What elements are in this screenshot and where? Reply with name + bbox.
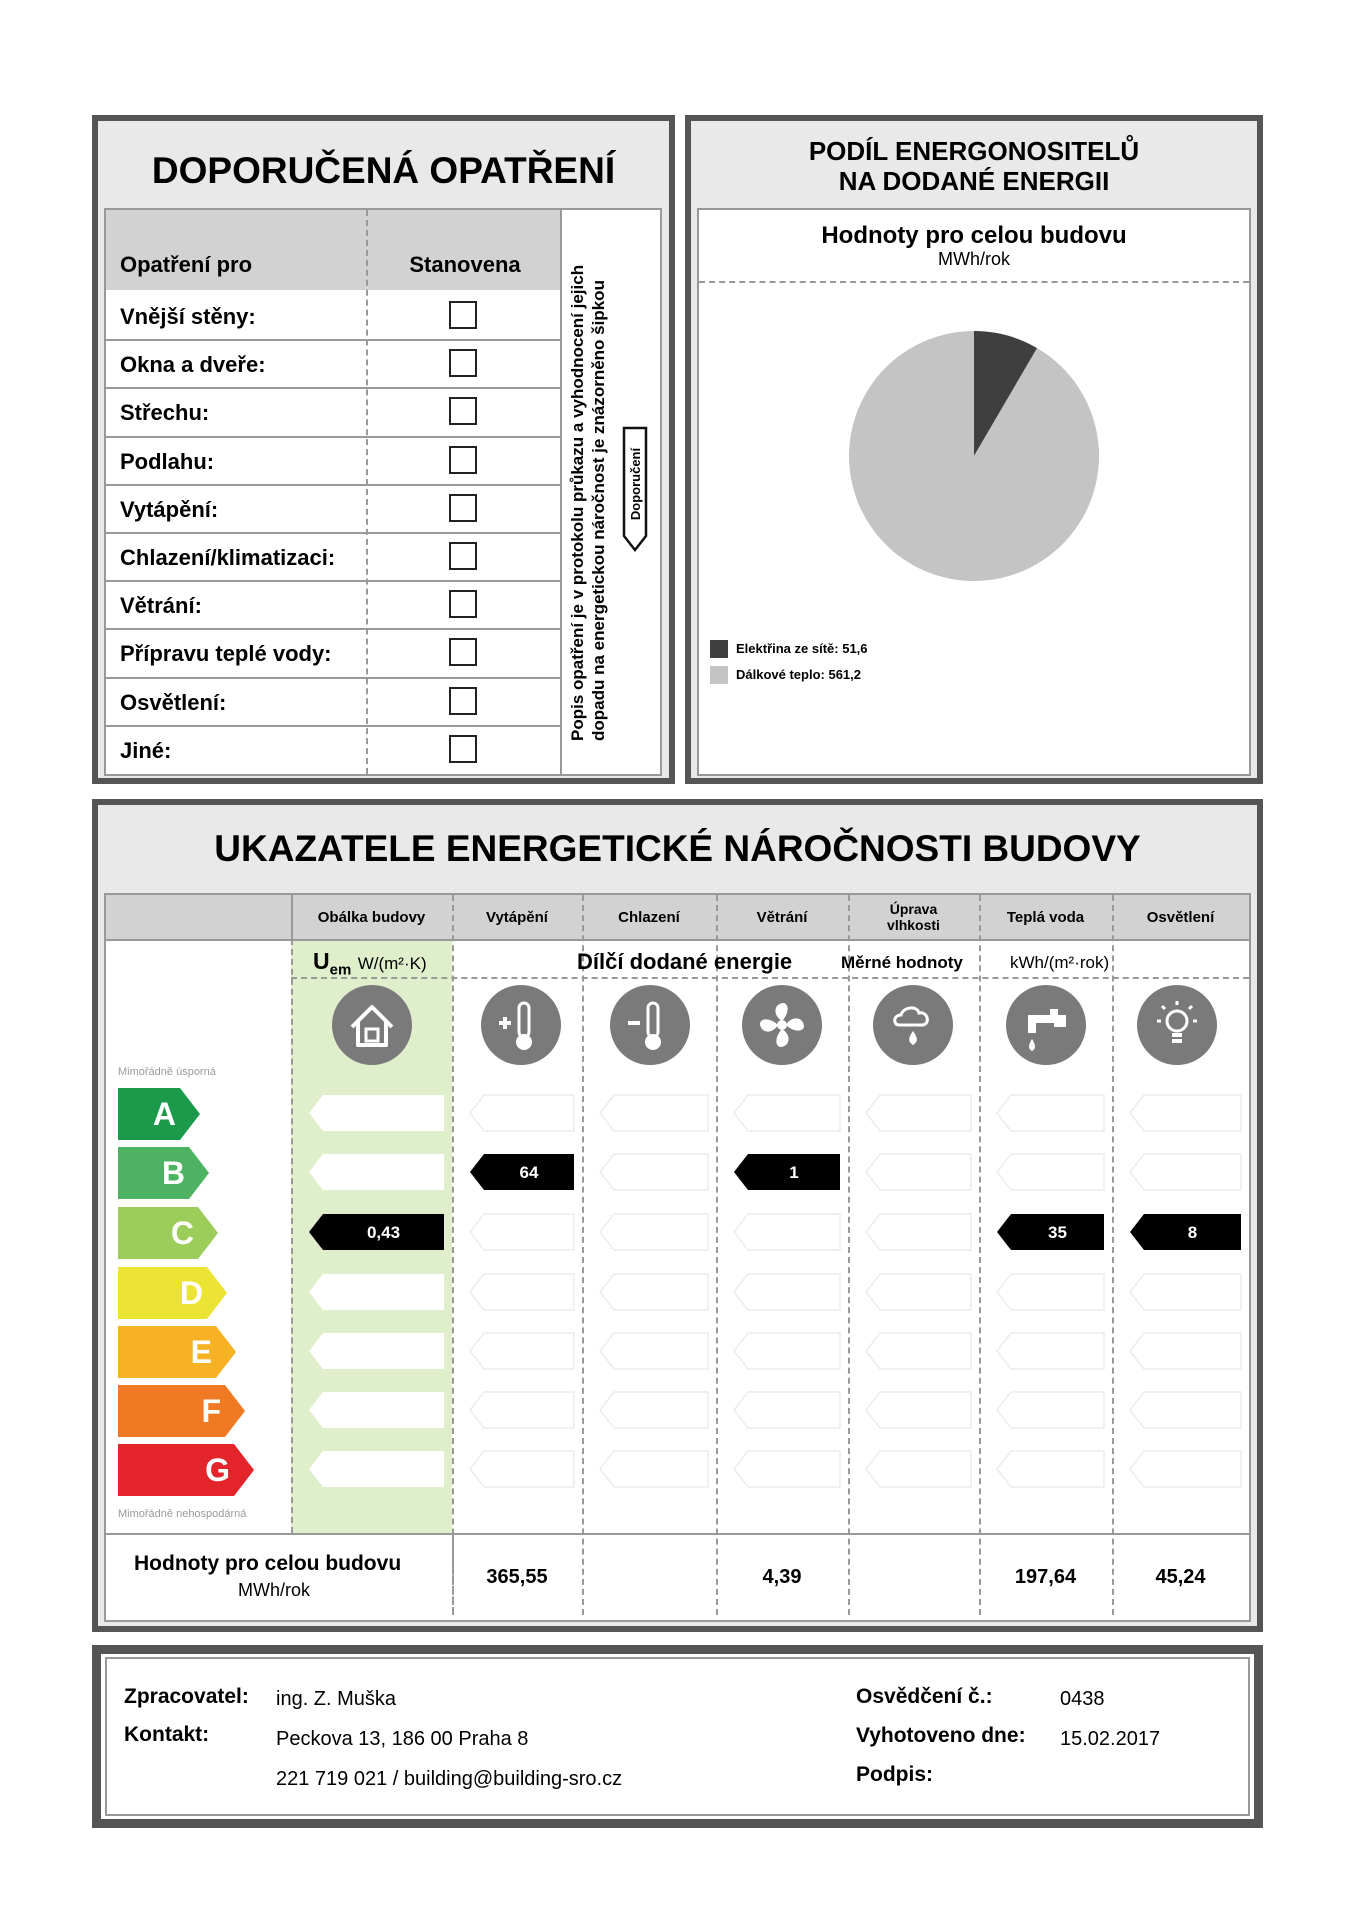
indicator-empty-arrow (865, 1094, 972, 1132)
totals-unit: MWh/rok (238, 1580, 310, 1600)
fan-icon (742, 985, 822, 1065)
indicator-empty-arrow (599, 1450, 709, 1488)
measure-row-label: Osvětlení: (120, 689, 227, 715)
indicator-empty-arrow (996, 1332, 1105, 1370)
energy-class-e-arrow (118, 1326, 236, 1378)
indicator-empty-arrow (308, 1153, 445, 1191)
indicator-empty-arrow (1129, 1153, 1242, 1191)
grid-column-divider (1112, 895, 1114, 1615)
contact-phone-email: 221 719 021 / building@building-sro.cz (276, 1768, 623, 1790)
side-note-line2: dopadu na energetickou náročnost je znázorněno šipkou (589, 280, 608, 741)
side-tag-text: Doporučení (628, 447, 643, 521)
indicator-empty-arrow (469, 1391, 575, 1429)
indicator-column-header: Osvětlení (1146, 909, 1215, 926)
indicator-empty-arrow (733, 1213, 841, 1251)
totals-top-line (106, 1533, 1249, 1535)
energy-class-letter: B (161, 1155, 185, 1191)
share-subtitle: Hodnoty pro celou budovu (821, 222, 1127, 249)
measure-checkbox[interactable] (449, 542, 477, 570)
indicator-value-arrow (996, 1213, 1105, 1251)
energy-class-c-arrow (118, 1207, 218, 1259)
indicator-empty-arrow (1129, 1450, 1242, 1488)
total-hot-water: 197,64 (1014, 1566, 1077, 1588)
indicator-empty-arrow (599, 1332, 709, 1370)
signature-label: Podpis: (856, 1763, 933, 1786)
table-row-divider (106, 580, 560, 582)
uem-symbol: U (313, 948, 330, 974)
uem-label (313, 948, 427, 979)
indicator-empty-arrow (469, 1332, 575, 1370)
indicator-value: 8 (1187, 1223, 1198, 1242)
table-side-divider (560, 210, 562, 774)
recommendation-arrow-icon (620, 426, 650, 552)
grid-column-divider (848, 895, 850, 1615)
indicators-title: UKAZATELE ENERGETICKÉ NÁROČNOSTI BUDOVY (214, 828, 1141, 869)
energy-class-letter: D (179, 1275, 203, 1311)
indicator-empty-arrow (733, 1273, 841, 1311)
indicator-empty-arrow (996, 1391, 1105, 1429)
indicator-value-arrow (1129, 1213, 1242, 1251)
indicator-value: 64 (519, 1163, 539, 1182)
total-heating: 365,55 (486, 1566, 548, 1588)
measure-checkbox[interactable] (449, 446, 477, 474)
specific-values-label: Měrné hodnoty (841, 953, 963, 972)
indicator-empty-arrow (1129, 1332, 1242, 1370)
indicator-empty-arrow (1129, 1273, 1242, 1311)
indicator-empty-arrow (996, 1273, 1105, 1311)
indicator-empty-arrow (308, 1273, 445, 1311)
table-row-divider (106, 677, 560, 679)
share-title-line1: PODÍL ENERGONOSITELŮ (808, 136, 1140, 166)
totals-label-text: Hodnoty pro celou budovu (134, 1552, 402, 1575)
measure-checkbox[interactable] (449, 349, 477, 377)
indicator-empty-arrow (865, 1213, 972, 1251)
table-row-divider (106, 628, 560, 630)
indicator-column-header: Větrání (756, 909, 808, 926)
indicator-empty-arrow (865, 1153, 972, 1191)
indicator-empty-arrow (865, 1273, 972, 1311)
indicator-empty-arrow (469, 1450, 575, 1488)
legend-swatch (710, 666, 728, 684)
indicator-empty-arrow (599, 1213, 709, 1251)
table-row-divider (106, 387, 560, 389)
energy-class-f-arrow (118, 1385, 245, 1437)
share-divider (699, 281, 1249, 283)
measure-row-label: Střechu: (120, 400, 210, 426)
date-value: 15.02.2017 (1060, 1728, 1161, 1750)
measure-checkbox[interactable] (449, 494, 477, 522)
scale-top-label: Mimořádně úsporná (118, 1066, 216, 1078)
indicator-value: 35 (1048, 1223, 1067, 1242)
contact-label: Kontakt: (124, 1723, 210, 1746)
grid-column-divider (979, 895, 981, 1615)
table-header-bg (106, 210, 560, 290)
scale-bottom-label: Mimořádně nehospodárná (118, 1508, 247, 1520)
heating-thermometer-icon (481, 985, 561, 1065)
indicator-column-header: Teplá voda (1006, 909, 1085, 926)
grid-column-divider (582, 895, 584, 1615)
measure-row-label: Vnější stěny: (120, 304, 256, 329)
indicator-empty-arrow (733, 1094, 841, 1132)
measure-checkbox[interactable] (449, 301, 477, 329)
processor-name: ing. Z. Muška (276, 1688, 397, 1710)
indicator-empty-arrow (733, 1332, 841, 1370)
processor-label: Zpracovatel: (124, 1685, 249, 1708)
energy-class-letter: A (152, 1096, 176, 1132)
indicator-empty-arrow (308, 1391, 445, 1429)
measure-checkbox[interactable] (449, 638, 477, 666)
indicator-value-arrow (308, 1213, 445, 1251)
table-col-divider (366, 210, 368, 774)
date-label: Vyhotoveno dne: (856, 1724, 1026, 1747)
pie-slice (849, 331, 1099, 581)
indicator-empty-arrow (733, 1391, 841, 1429)
energy-class-g-arrow (118, 1444, 254, 1496)
grid-column-divider (452, 895, 454, 1615)
indicator-empty-arrow (1129, 1391, 1242, 1429)
recommended-title: DOPORUČENÁ OPATŘENÍ (151, 150, 616, 191)
grid-column-divider (291, 939, 293, 1533)
indicator-empty-arrow (469, 1094, 575, 1132)
measure-row-label: Chlazení/klimatizaci: (120, 545, 336, 570)
measure-checkbox[interactable] (449, 397, 477, 425)
energy-class-letter: G (205, 1452, 230, 1488)
indicator-empty-arrow (308, 1450, 445, 1488)
indicator-empty-arrow (865, 1391, 972, 1429)
energy-class-letter: C (170, 1215, 194, 1251)
table-row-divider (106, 436, 560, 438)
col-measure-header: Opatření pro (120, 252, 253, 277)
measure-checkbox[interactable] (449, 735, 477, 763)
grid-column-divider (716, 895, 718, 1615)
certificate-label: Osvědčení č.: (856, 1685, 993, 1708)
indicator-value-arrow (733, 1153, 841, 1191)
uem-subscript: em (329, 961, 352, 979)
energy-class-letter: F (201, 1393, 221, 1429)
subheader-divider (291, 977, 1249, 979)
indicator-column-header: Chlazení (618, 909, 680, 926)
indicator-value: 1 (789, 1163, 799, 1182)
energy-class-a-arrow (118, 1088, 200, 1140)
col-set-header: Stanovena (409, 252, 521, 277)
indicator-value-arrow (469, 1153, 575, 1191)
light-bulb-icon (1137, 985, 1217, 1065)
water-tap-icon (1006, 985, 1086, 1065)
indicator-empty-arrow (308, 1094, 445, 1132)
indicator-empty-arrow (308, 1332, 445, 1370)
energy-class-letter: E (190, 1334, 212, 1370)
certificate-number: 0438 (1060, 1688, 1105, 1710)
table-row-divider (106, 339, 560, 341)
uem-unit: W/(m²·K) (357, 954, 427, 973)
indicator-empty-arrow (599, 1094, 709, 1132)
legend-swatch (710, 640, 728, 658)
partial-energy-label: Dílčí dodané energie (577, 949, 793, 974)
measure-row-label: Přípravu teplé vody: (120, 641, 332, 667)
share-unit: MWh/rok (938, 249, 1010, 269)
contact-address: Peckova 13, 186 00 Praha 8 (276, 1728, 529, 1750)
indicator-column-header: Úprava vlhkosti (887, 901, 940, 933)
cooling-thermometer-icon (610, 985, 690, 1065)
legend-label: Elektřina ze sítě: 51,6 (736, 641, 868, 656)
indicator-empty-arrow (996, 1094, 1105, 1132)
indicator-empty-arrow (865, 1450, 972, 1488)
total-ventilation: 4,39 (762, 1566, 802, 1588)
table-row-divider (106, 725, 560, 727)
indicator-empty-arrow (469, 1213, 575, 1251)
measure-row-label: Vytápění: (120, 496, 219, 522)
legend-label: Dálkové teplo: 561,2 (736, 667, 861, 682)
measure-row-label: Podlahu: (120, 448, 215, 474)
table-row-divider (106, 484, 560, 486)
indicator-empty-arrow (599, 1273, 709, 1311)
indicator-empty-arrow (1129, 1094, 1242, 1132)
specific-unit-label: kWh/(m²·rok) (1010, 953, 1110, 972)
measure-row-label: Větrání: (120, 593, 202, 619)
energy-class-d-arrow (118, 1267, 227, 1319)
total-lighting: 45,24 (1155, 1566, 1206, 1588)
measure-row-label: Okna a dveře: (120, 352, 266, 378)
indicator-column-header: Obálka budovy (317, 909, 426, 926)
measure-row-label: Jiné: (120, 737, 172, 763)
energy-class-b-arrow (118, 1147, 209, 1199)
table-row-divider (106, 532, 560, 534)
share-title-line2: NA DODANÉ ENERGII (838, 166, 1110, 196)
indicator-empty-arrow (599, 1391, 709, 1429)
house-icon (332, 985, 412, 1065)
indicator-empty-arrow (599, 1153, 709, 1191)
measure-checkbox[interactable] (449, 590, 477, 618)
indicator-empty-arrow (865, 1332, 972, 1370)
indicator-column-header: Vytápění (486, 909, 548, 926)
side-note-line1: Popis opatření je v protokolu průkazu a vyhodnocení jejich (568, 264, 587, 741)
header-bottom-line (106, 939, 1249, 941)
indicator-value: 0,43 (366, 1223, 401, 1242)
humidity-cloud-drop-icon (873, 985, 953, 1065)
indicator-empty-arrow (996, 1450, 1105, 1488)
indicator-empty-arrow (996, 1153, 1105, 1191)
measure-checkbox[interactable] (449, 687, 477, 715)
indicator-empty-arrow (733, 1450, 841, 1488)
indicator-empty-arrow (469, 1273, 575, 1311)
